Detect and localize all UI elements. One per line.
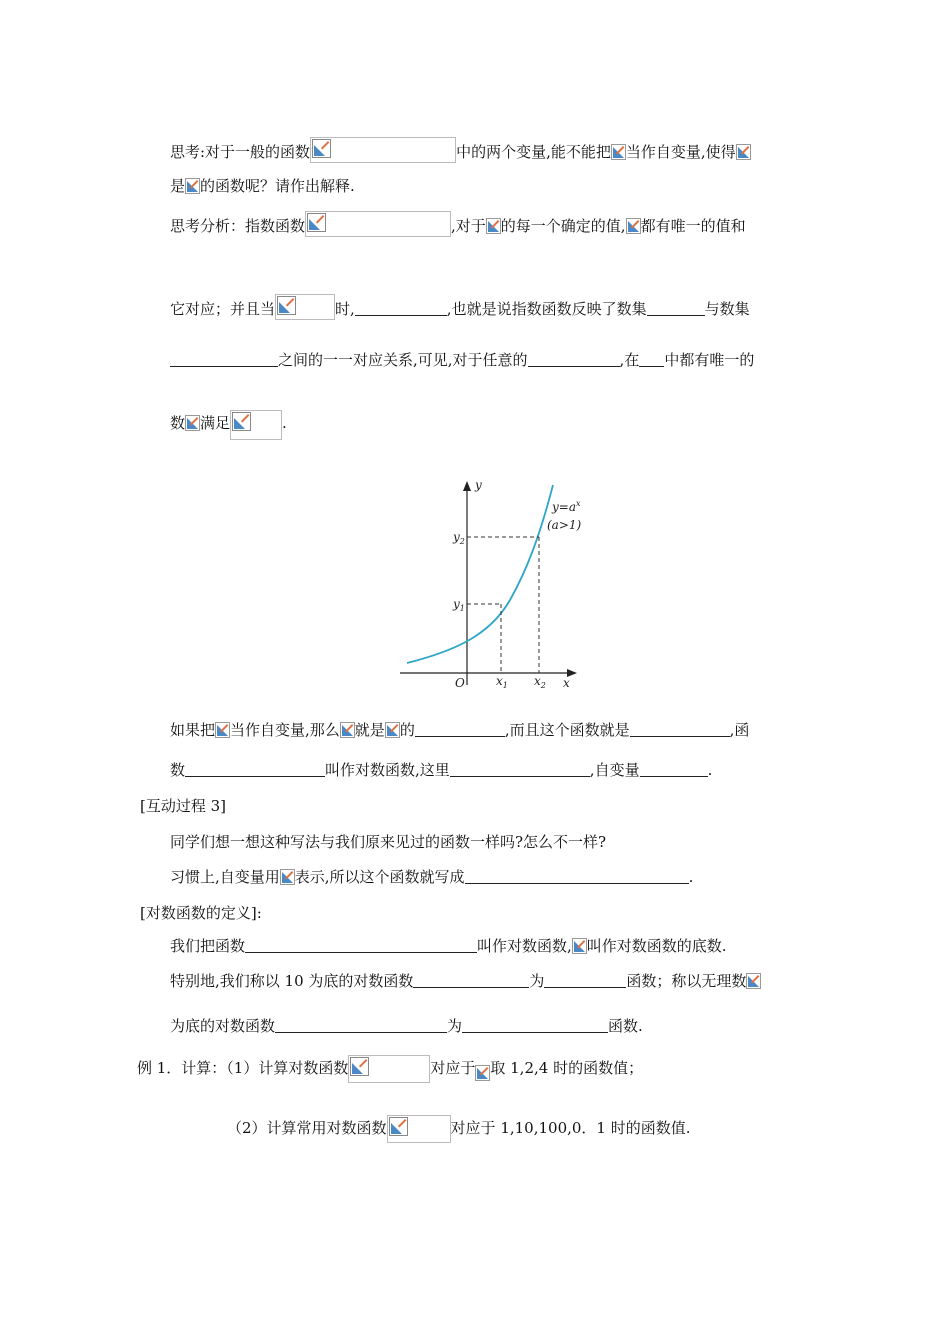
broken-image-icon [736,144,751,160]
text: 习惯上,自变量用 [170,868,280,886]
text-line-8 [170,760,712,780]
text-line-15 [170,1016,643,1036]
text: ,对于 [451,217,486,235]
text-line-10: 同学们想一想这种写法与我们原来见过的函数一样吗?怎么不一样? [170,833,607,851]
formula-image [387,1115,451,1143]
formula-image [305,211,451,237]
text: 特别地,我们称以 10 为底的对数函数 [170,972,414,990]
fill-blank[interactable] [647,301,705,316]
text: ,自变量 [589,761,640,779]
text-line-6 [170,410,287,440]
text-line-1 [170,137,751,163]
broken-image-icon [350,1057,369,1076]
example-1-line-2 [227,1115,691,1143]
text: 都有唯一的值和 [640,217,746,235]
text: 思考分析：指数函数 [170,217,306,235]
text-line-14 [170,971,761,991]
broken-image-icon [307,213,326,232]
formula-image [230,410,282,440]
text-line-11 [170,867,693,887]
broken-image-icon [185,415,200,431]
text-line-3 [170,211,746,237]
broken-image-icon [185,178,200,194]
text: 数 [170,761,186,779]
text: 它对应；并且当 [170,300,276,318]
text: 满足 [200,414,231,432]
text: （2）计算常用对数函数 [227,1119,387,1137]
text: 如果把 [170,721,216,739]
text: . [282,414,287,432]
text: 中的两个变量,能不能把 [456,143,611,161]
text-line-2 [170,176,355,196]
text: 为底的对数函数 [170,1017,276,1035]
text-line-5 [170,350,754,370]
text: 我们把函数 [170,937,246,955]
text: 函数；称以无理数 [626,972,747,990]
broken-image-icon [389,1117,408,1136]
section-heading-definition: [对数函数的定义]: [140,904,262,922]
text: 的函数呢？请作出解释. [200,177,355,195]
fill-blank[interactable] [465,869,689,884]
fill-blank[interactable] [462,1018,608,1033]
text: ,在 [619,351,640,369]
broken-image-icon [312,139,331,158]
text: 为 [447,1017,463,1035]
text: . [688,868,694,886]
text-line-13 [170,936,727,956]
x2-label: $x_2$ [534,674,546,690]
exponential-curve [407,485,553,663]
y-axis-arrow [463,481,471,491]
text: 对应于 1,10,100,0．1 时的函数值. [450,1119,691,1137]
curve-equation-label: $y=a^x$ [552,499,581,514]
fill-blank[interactable] [630,722,730,737]
text: 取 1,2,4 时的函数值； [490,1059,644,1077]
formula-image [275,294,335,320]
fill-blank[interactable] [413,973,529,988]
section-heading-interactive-3: [互动过程 3] [140,797,227,815]
fill-blank[interactable] [528,352,620,367]
text: ,函 [729,721,750,739]
text: 为 [529,972,545,990]
fill-blank[interactable] [245,938,477,953]
text: 就是 [354,721,385,739]
broken-image-icon [486,218,501,234]
text: 中都有唯一的 [664,351,755,369]
text-line-4 [170,294,750,320]
fill-blank[interactable] [185,762,325,777]
text: 数 [170,414,186,432]
text: 与数集 [704,300,750,318]
broken-image-icon [611,144,626,160]
broken-image-icon [746,973,761,989]
text: 是 [170,177,186,195]
text: 例 1．计算：（1）计算对数函数 [137,1059,349,1077]
text: 当作自变量,使得 [625,143,736,161]
fill-blank[interactable] [450,762,590,777]
fill-blank[interactable] [170,352,278,367]
text: . [707,761,713,779]
broken-image-icon [277,296,296,315]
text-line-7 [170,720,749,740]
fill-blank[interactable] [415,722,505,737]
broken-image-icon [626,218,641,234]
text: ,而且这个函数就是 [504,721,630,739]
text: 的 [399,721,415,739]
x1-label: $x_1$ [496,674,508,690]
curve-condition-label: (a>1) [547,518,582,532]
y2-label: $y_2$ [453,530,465,546]
fill-blank[interactable] [640,762,708,777]
text: 思考:对于一般的函数 [170,143,311,161]
broken-image-icon [232,412,251,431]
broken-image-icon [340,722,355,738]
text: 叫作对数函数, [477,937,572,955]
broken-image-icon [475,1065,490,1081]
formula-image [348,1055,430,1083]
y-axis-label: y [475,478,482,492]
y1-label: $y_1$ [453,597,465,613]
broken-image-icon [215,722,230,738]
fill-blank[interactable] [355,301,447,316]
example-1-line-1 [137,1055,643,1083]
text: 之间的一一对应关系,可见,对于任意的 [278,351,528,369]
text: 对应于 [430,1059,476,1077]
exponential-graph [395,475,595,693]
text: 函数. [608,1017,643,1035]
broken-image-icon [385,722,400,738]
text: 表示,所以这个函数就写成 [294,868,465,886]
text: ,也就是说指数函数反映了数集 [446,300,647,318]
x-axis-label: x [563,676,570,690]
origin-label: O [455,676,465,690]
text: 叫作对数函数的底数. [586,937,727,955]
fill-blank[interactable] [639,352,664,367]
text: 当作自变量,那么 [230,721,340,739]
broken-image-icon [280,869,295,885]
formula-image [310,137,456,163]
text: 叫作对数函数,这里 [325,761,450,779]
fill-blank[interactable] [544,973,626,988]
broken-image-icon [572,938,587,954]
fill-blank[interactable] [275,1018,447,1033]
text: 的每一个确定的值, [500,217,626,235]
text: 时, [335,300,355,318]
